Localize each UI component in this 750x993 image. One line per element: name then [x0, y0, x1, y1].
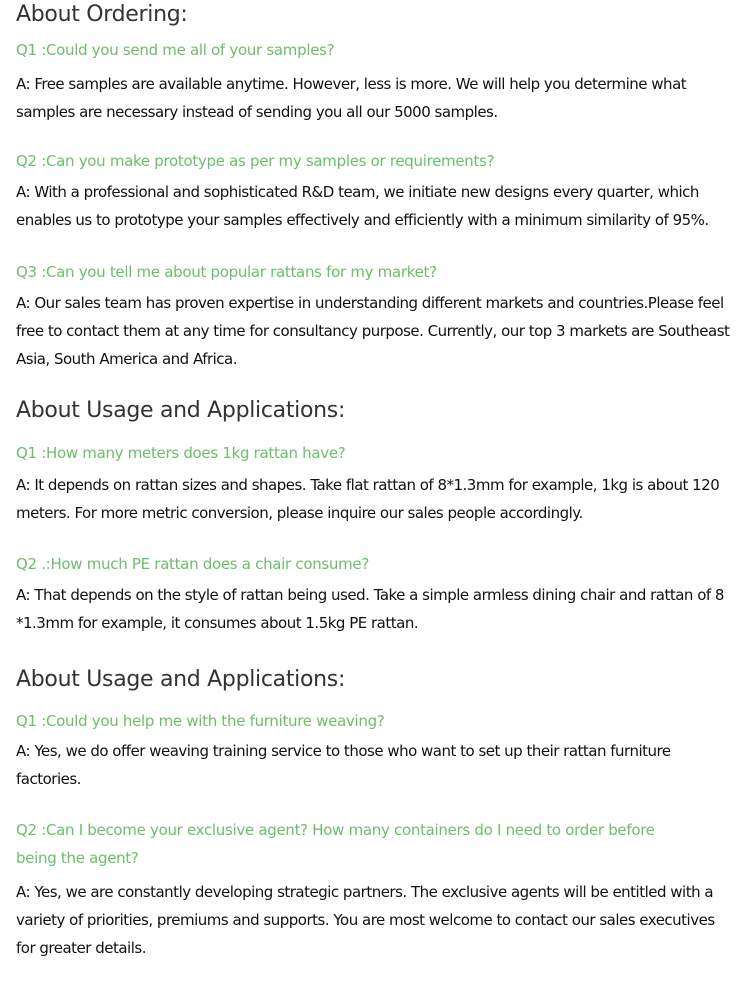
answer-line: Asia, South America and Africa. [16, 350, 238, 368]
question [16, 707, 385, 735]
answer-line: meters. For more metric conversion, please inquire our sales people accordingly. [16, 504, 583, 522]
question-line: Q2 :Can I become your exclusive agent? How many containers do I need to order before [16, 821, 655, 839]
answer-line: factories. [16, 770, 81, 788]
question-line: Q2 :Can you make prototype as per my samples or requirements? [16, 152, 495, 170]
section-heading: About Usage and Applications: [16, 667, 346, 692]
answer-line: A: That depends on the style of rattan being used. Take a simple armless dining chair and rattan of 8 [16, 586, 724, 604]
answer [16, 289, 729, 373]
question-line: Q1 :How many meters does 1kg rattan have? [16, 444, 346, 462]
answer [16, 737, 671, 793]
answer-line: variety of priorities, premiums and supports. You are most welcome to contact our sales executives [16, 911, 715, 929]
question-line: Q1 :Could you help me with the furniture weaving? [16, 712, 385, 730]
answer-line: *1.3mm for example, it consumes about 1.5kg PE rattan. [16, 614, 419, 632]
question [16, 36, 334, 64]
answer [16, 878, 715, 962]
question-line: Q2 .:How much PE rattan does a chair consume? [16, 555, 370, 573]
answer [16, 471, 719, 527]
answer-line: A: Our sales team has proven expertise in understanding different markets and countries.Please feel [16, 294, 724, 312]
question [16, 550, 369, 578]
answer-line: A: With a professional and sophisticated R&D team, we initiate new designs every quarter, which [16, 183, 699, 201]
answer [16, 178, 709, 234]
answer-line: A: It depends on rattan sizes and shapes. Take flat rattan of 8*1.3mm for example, 1kg is about 120 [16, 476, 720, 494]
answer [16, 581, 724, 637]
question-line: being the agent? [16, 849, 139, 867]
question [16, 147, 494, 175]
answer-line: free to contact them at any time for consultancy purpose. Currently, our top 3 markets are Southeast [16, 322, 730, 340]
answer-line: A: Free samples are available anytime. However, less is more. We will help you determine what [16, 75, 687, 93]
section-heading: About Ordering: [16, 2, 188, 27]
answer-line: samples are necessary instead of sending you all our 5000 samples. [16, 103, 498, 121]
answer-line: A: Yes, we are constantly developing strategic partners. The exclusive agents will be entitled with a [16, 883, 714, 901]
question [16, 258, 437, 286]
answer [16, 70, 686, 126]
answer-line: A: Yes, we do offer weaving training service to those who want to set up their rattan furniture [16, 742, 671, 760]
answer-line: enables us to prototype your samples effectively and efficiently with a minimum similarity of 95%. [16, 211, 709, 229]
question-line: Q3 :Can you tell me about popular rattans for my market? [16, 263, 437, 281]
answer-line: for greater details. [16, 939, 146, 957]
question-line: Q1 :Could you send me all of your samples? [16, 41, 335, 59]
question [16, 439, 345, 467]
question [16, 816, 655, 872]
section-heading: About Usage and Applications: [16, 398, 346, 423]
